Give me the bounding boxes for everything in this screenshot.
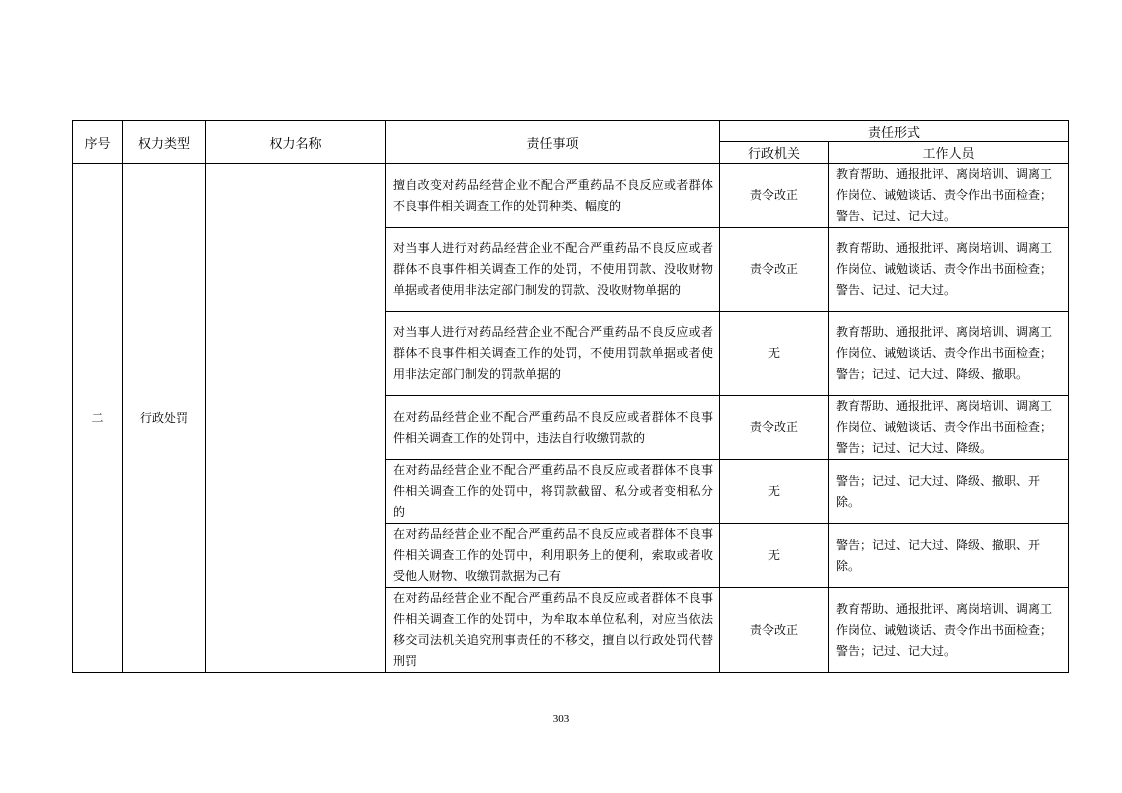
responsibility-table — [72, 120, 1069, 673]
header-responsibility: 责任事项 — [386, 121, 720, 164]
responsibility-item: 对当事人进行对药品经营企业不配合严重药品不良反应或者群体不良事件相关调查工作的处罚，不使用罚款单据或者使用非法定部门制发的罚款单据的 — [386, 312, 720, 396]
staff-cell: 教育帮助、通报批评、离岗培训、调离工作岗位、诫勉谈话、责令作出书面检查；警告；记过、记大过、降级、撤职。 — [829, 312, 1069, 396]
group-seq: 二 — [73, 164, 123, 673]
agency-cell: 责令改正 — [720, 396, 829, 460]
responsibility-item: 在对药品经营企业不配合严重药品不良反应或者群体不良事件相关调查工作的处罚中，违法自行收缴罚款的 — [386, 396, 720, 460]
agency-cell: 无 — [720, 460, 829, 524]
responsibility-item: 在对药品经营企业不配合严重药品不良反应或者群体不良事件相关调查工作的处罚中，将罚款截留、私分或者变相私分的 — [386, 460, 720, 524]
group-power-name — [206, 164, 386, 673]
header-power-name: 权力名称 — [206, 121, 386, 164]
header-agency: 行政机关 — [720, 142, 829, 164]
header-form-group: 责任形式 — [720, 121, 1069, 142]
staff-cell: 警告；记过、记大过、降级、撤职、开除。 — [829, 524, 1069, 588]
agency-cell: 责令改正 — [720, 588, 829, 673]
responsibility-item: 在对药品经营企业不配合严重药品不良反应或者群体不良事件相关调查工作的处罚中，为牟取本单位私利，对应当依法移交司法机关追究刑事责任的不移交，擅自以行政处罚代替刑罚 — [386, 588, 720, 673]
page-number: 303 — [552, 713, 570, 725]
responsibility-item: 在对药品经营企业不配合严重药品不良反应或者群体不良事件相关调查工作的处罚中，利用职务上的便利，索取或者收受他人财物、收缴罚款据为己有 — [386, 524, 720, 588]
table-row — [73, 164, 1069, 228]
staff-cell: 教育帮助、通报批评、离岗培训、调离工作岗位、诫勉谈话、责令作出书面检查；警告；记过、记大过。 — [829, 588, 1069, 673]
staff-cell: 教育帮助、通报批评、离岗培训、调离工作岗位、诫勉谈话、责令作出书面检查；警告；记过、记大过、降级。 — [829, 396, 1069, 460]
agency-cell: 无 — [720, 312, 829, 396]
agency-cell: 责令改正 — [720, 164, 829, 228]
group-power-type: 行政处罚 — [123, 164, 206, 673]
agency-cell: 无 — [720, 524, 829, 588]
responsibility-item: 擅自改变对药品经营企业不配合严重药品不良反应或者群体不良事件相关调查工作的处罚种类、幅度的 — [386, 164, 720, 228]
staff-cell: 警告；记过、记大过、降级、撤职、开除。 — [829, 460, 1069, 524]
agency-cell: 责令改正 — [720, 228, 829, 312]
header-seq: 序号 — [73, 121, 123, 164]
header-power-type: 权力类型 — [123, 121, 206, 164]
staff-cell: 教育帮助、通报批评、离岗培训、调离工作岗位、诫勉谈话、责令作出书面检查；警告、记过、记大过。 — [829, 164, 1069, 228]
staff-cell: 教育帮助、通报批评、离岗培训、调离工作岗位、诫勉谈话、责令作出书面检查；警告、记过、记大过。 — [829, 228, 1069, 312]
responsibility-item: 对当事人进行对药品经营企业不配合严重药品不良反应或者群体不良事件相关调查工作的处罚，不使用罚款、没收财物单据或者使用非法定部门制发的罚款、没收财物单据的 — [386, 228, 720, 312]
header-staff: 工作人员 — [829, 142, 1069, 164]
